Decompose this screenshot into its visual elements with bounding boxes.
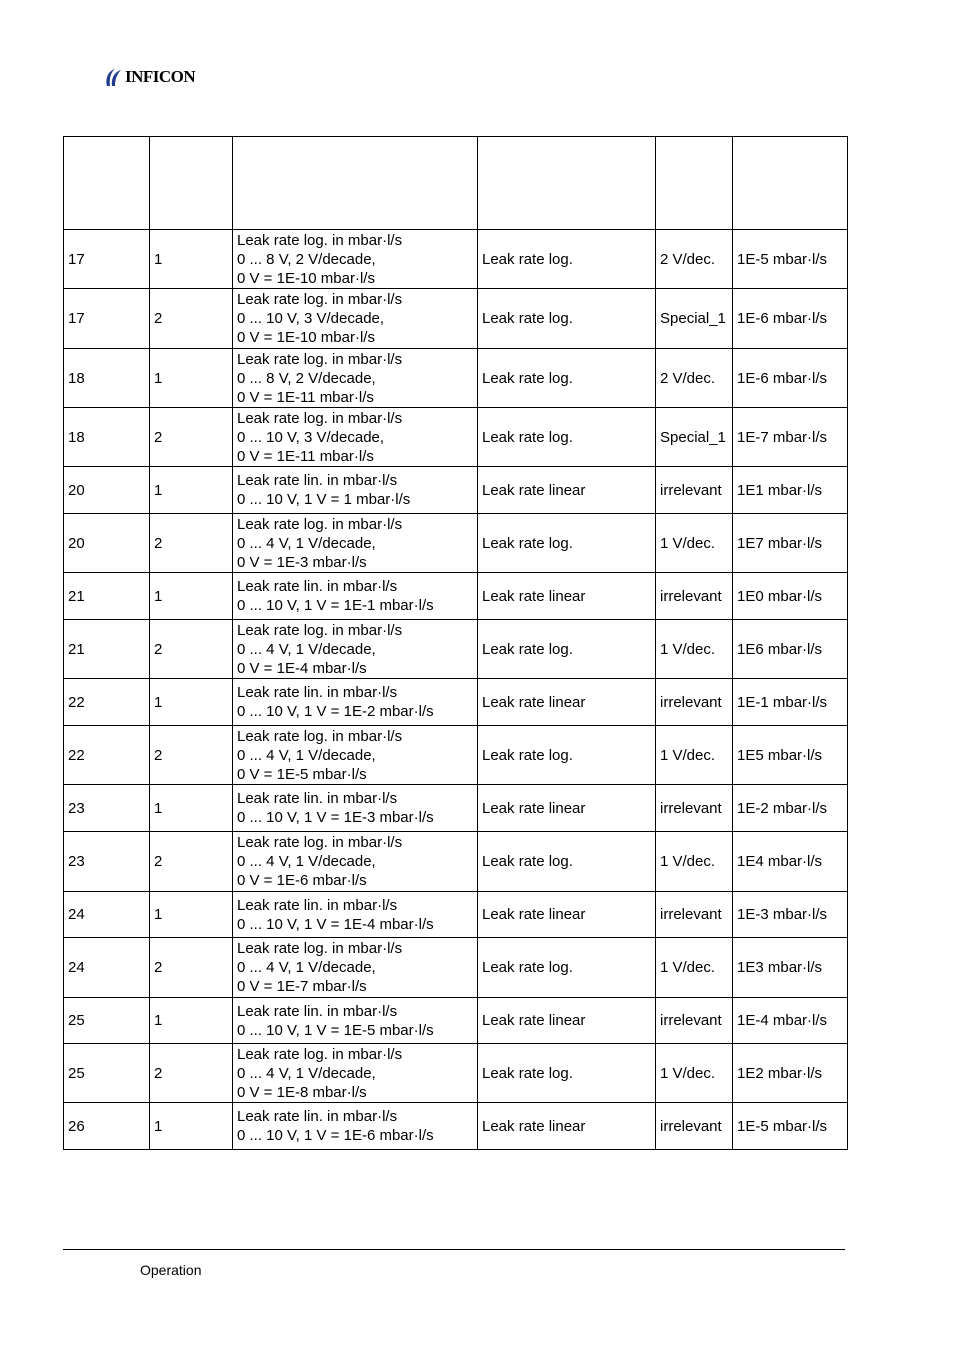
table-row [64, 467, 848, 514]
scale-cell: irrelevant [656, 892, 733, 938]
scale-cell: Special_1 [656, 408, 733, 467]
scale-cell: irrelevant [656, 785, 733, 832]
description-line: 0 V = 1E-3 mbar·l/s [237, 553, 367, 571]
description-line: Leak rate lin. in mbar·l/s [237, 684, 398, 701]
upper-limit-cell: 1E7 mbar·l/s [733, 514, 848, 573]
description-line: 0 V = 1E-8 mbar·l/s [237, 1083, 367, 1101]
upper-limit-cell: 1E-7 mbar·l/s [733, 408, 848, 467]
description-line: 0 ... 4 V, 1 V/decade, [237, 640, 376, 658]
header-cell [233, 137, 478, 230]
description-line: 0 V = 1E-10 mbar·l/s [237, 269, 375, 287]
mode-number-cell: 21 [64, 620, 150, 679]
table-row [64, 620, 848, 679]
description-line: 0 ... 10 V, 3 V/decade, [237, 310, 385, 327]
table-row [64, 679, 848, 726]
description-line: 0 V = 1E-6 mbar·l/s [237, 872, 367, 889]
description-cell [233, 938, 478, 998]
scale-cell: 1 V/dec. [656, 514, 733, 573]
description-cell [233, 726, 478, 785]
description-line: 0 ... 4 V, 1 V/decade, [237, 1064, 376, 1082]
scale-cell: irrelevant [656, 573, 733, 620]
mode-number-cell: 23 [64, 832, 150, 892]
output-type-cell: Leak rate log. [478, 726, 656, 785]
description-line: Leak rate log. in mbar·l/s [237, 940, 403, 957]
header-cell [656, 137, 733, 230]
table-row [64, 514, 848, 573]
description-line: Leak rate lin. in mbar·l/s [237, 790, 398, 807]
description-line: Leak rate log. in mbar·l/s [237, 231, 403, 249]
description-line: 0 ... 4 V, 1 V/decade, [237, 959, 376, 976]
header-cell [64, 137, 150, 230]
description-line: 0 V = 1E-11 mbar·l/s [237, 388, 374, 406]
output-number-cell: 1 [150, 349, 233, 408]
description-cell [233, 832, 478, 892]
description-line: 0 ... 10 V, 1 V = 1E-4 mbar·l/s [237, 915, 434, 933]
mode-number-cell: 18 [64, 349, 150, 408]
description-line: Leak rate lin. in mbar·l/s [237, 896, 398, 914]
description-cell [233, 892, 478, 938]
scale-cell: 1 V/dec. [656, 832, 733, 892]
scale-cell: 1 V/dec. [656, 938, 733, 998]
description-cell [233, 1044, 478, 1103]
description-cell [233, 1103, 478, 1150]
description-cell [233, 998, 478, 1044]
description-cell [233, 514, 478, 573]
table-row [64, 349, 848, 408]
description-line: 0 V = 1E-10 mbar·l/s [237, 329, 375, 346]
description-line: 0 ... 10 V, 3 V/decade, [237, 428, 385, 446]
header-cell [150, 137, 233, 230]
output-number-cell: 2 [150, 514, 233, 573]
description-line: 0 ... 4 V, 1 V/decade, [237, 534, 376, 552]
mode-number-cell: 20 [64, 514, 150, 573]
mode-number-cell: 22 [64, 679, 150, 726]
mode-number-cell: 24 [64, 938, 150, 998]
description-cell [233, 679, 478, 726]
table-row [64, 726, 848, 785]
description-cell [233, 573, 478, 620]
output-number-cell: 2 [150, 726, 233, 785]
description-line: 0 ... 10 V, 1 V = 1E-3 mbar·l/s [237, 809, 434, 826]
table-row [64, 1103, 848, 1150]
mode-number-cell: 20 [64, 467, 150, 514]
description-line: Leak rate log. in mbar·l/s [237, 350, 403, 368]
description-line: 0 ... 8 V, 2 V/decade, [237, 369, 376, 387]
table-header-row [64, 137, 848, 230]
output-type-cell: Leak rate linear [478, 998, 656, 1044]
scale-cell: irrelevant [656, 467, 733, 514]
upper-limit-cell: 1E1 mbar·l/s [733, 467, 848, 514]
output-type-cell: Leak rate log. [478, 938, 656, 998]
output-number-cell: 2 [150, 938, 233, 998]
footer-section-label: Operation [140, 1262, 202, 1278]
description-line: 0 V = 1E-4 mbar·l/s [237, 659, 367, 677]
upper-limit-cell: 1E4 mbar·l/s [733, 832, 848, 892]
description-cell [233, 349, 478, 408]
description-line: Leak rate log. in mbar·l/s [237, 727, 403, 745]
scale-cell: 2 V/dec. [656, 230, 733, 289]
description-line: 0 ... 10 V, 1 V = 1E-2 mbar·l/s [237, 703, 434, 720]
description-cell [233, 620, 478, 679]
description-cell [233, 289, 478, 349]
table-row [64, 289, 848, 349]
description-line: Leak rate log. in mbar·l/s [237, 291, 403, 308]
upper-limit-cell: 1E3 mbar·l/s [733, 938, 848, 998]
description-line: 0 ... 4 V, 1 V/decade, [237, 853, 376, 870]
description-line: 0 V = 1E-5 mbar·l/s [237, 765, 367, 783]
footer-divider [63, 1249, 845, 1250]
upper-limit-cell: 1E-4 mbar·l/s [733, 998, 848, 1044]
table-row [64, 785, 848, 832]
scale-cell: irrelevant [656, 998, 733, 1044]
scale-cell: 1 V/dec. [656, 620, 733, 679]
description-line: 0 ... 4 V, 1 V/decade, [237, 746, 376, 764]
analog-output-table [63, 136, 848, 1150]
description-line: Leak rate lin. in mbar·l/s [237, 1002, 398, 1020]
upper-limit-cell: 1E0 mbar·l/s [733, 573, 848, 620]
mode-number-cell: 18 [64, 408, 150, 467]
output-type-cell: Leak rate log. [478, 349, 656, 408]
scale-cell: Special_1 [656, 289, 733, 349]
description-cell [233, 230, 478, 289]
table-row [64, 230, 848, 289]
output-number-cell: 1 [150, 785, 233, 832]
scale-cell: irrelevant [656, 679, 733, 726]
description-line: Leak rate lin. in mbar·l/s [237, 1108, 398, 1125]
table-row [64, 938, 848, 998]
inficon-logo-icon [104, 66, 124, 88]
output-number-cell: 1 [150, 679, 233, 726]
output-type-cell: Leak rate linear [478, 1103, 656, 1150]
description-line: Leak rate log. in mbar·l/s [237, 409, 403, 427]
description-line: Leak rate lin. in mbar·l/s [237, 578, 398, 595]
description-line: 0 V = 1E-11 mbar·l/s [237, 447, 374, 465]
output-number-cell: 1 [150, 892, 233, 938]
upper-limit-cell: 1E-1 mbar·l/s [733, 679, 848, 726]
table-row [64, 832, 848, 892]
description-cell [233, 785, 478, 832]
mode-number-cell: 22 [64, 726, 150, 785]
mode-number-cell: 26 [64, 1103, 150, 1150]
output-type-cell: Leak rate log. [478, 230, 656, 289]
header-cell [478, 137, 656, 230]
logo-wordmark: INFICON [125, 67, 196, 86]
table-row [64, 998, 848, 1044]
description-line: 0 ... 10 V, 1 V = 1E-1 mbar·l/s [237, 597, 434, 614]
description-line: 0 ... 10 V, 1 V = 1E-5 mbar·l/s [237, 1021, 434, 1039]
description-line: Leak rate log. in mbar·l/s [237, 621, 403, 639]
upper-limit-cell: 1E-6 mbar·l/s [733, 289, 848, 349]
output-number-cell: 1 [150, 467, 233, 514]
description-cell [233, 408, 478, 467]
scale-cell: 2 V/dec. [656, 349, 733, 408]
output-type-cell: Leak rate log. [478, 620, 656, 679]
table-row [64, 1044, 848, 1103]
description-line: Leak rate log. in mbar·l/s [237, 834, 403, 851]
scale-cell: 1 V/dec. [656, 726, 733, 785]
output-type-cell: Leak rate log. [478, 832, 656, 892]
mode-number-cell: 17 [64, 289, 150, 349]
inficon-logo [104, 66, 195, 88]
upper-limit-cell: 1E-5 mbar·l/s [733, 230, 848, 289]
output-type-cell: Leak rate linear [478, 785, 656, 832]
output-number-cell: 1 [150, 998, 233, 1044]
description-line: 0 ... 8 V, 2 V/decade, [237, 250, 376, 268]
output-number-cell: 1 [150, 573, 233, 620]
description-cell [233, 467, 478, 514]
output-type-cell: Leak rate linear [478, 467, 656, 514]
output-number-cell: 2 [150, 408, 233, 467]
output-number-cell: 2 [150, 1044, 233, 1103]
upper-limit-cell: 1E-6 mbar·l/s [733, 349, 848, 408]
output-number-cell: 1 [150, 230, 233, 289]
upper-limit-cell: 1E6 mbar·l/s [733, 620, 848, 679]
upper-limit-cell: 1E-2 mbar·l/s [733, 785, 848, 832]
mode-number-cell: 25 [64, 998, 150, 1044]
scale-cell: irrelevant [656, 1103, 733, 1150]
mode-number-cell: 21 [64, 573, 150, 620]
description-line: 0 ... 10 V, 1 V = 1 mbar·l/s [237, 491, 411, 508]
description-line: Leak rate lin. in mbar·l/s [237, 472, 398, 489]
table-row [64, 408, 848, 467]
mode-number-cell: 23 [64, 785, 150, 832]
output-number-cell: 2 [150, 289, 233, 349]
upper-limit-cell: 1E2 mbar·l/s [733, 1044, 848, 1103]
description-line: 0 ... 10 V, 1 V = 1E-6 mbar·l/s [237, 1127, 434, 1144]
mode-number-cell: 25 [64, 1044, 150, 1103]
description-line: Leak rate log. in mbar·l/s [237, 515, 403, 533]
header-cell [733, 137, 848, 230]
mode-number-cell: 24 [64, 892, 150, 938]
upper-limit-cell: 1E5 mbar·l/s [733, 726, 848, 785]
output-number-cell: 1 [150, 1103, 233, 1150]
mode-number-cell: 17 [64, 230, 150, 289]
upper-limit-cell: 1E-5 mbar·l/s [733, 1103, 848, 1150]
output-type-cell: Leak rate log. [478, 289, 656, 349]
description-line: Leak rate log. in mbar·l/s [237, 1045, 403, 1063]
output-type-cell: Leak rate linear [478, 573, 656, 620]
description-line: 0 V = 1E-7 mbar·l/s [237, 978, 367, 995]
output-type-cell: Leak rate log. [478, 1044, 656, 1103]
scale-cell: 1 V/dec. [656, 1044, 733, 1103]
table-row [64, 573, 848, 620]
table-row [64, 892, 848, 938]
output-type-cell: Leak rate log. [478, 514, 656, 573]
output-number-cell: 2 [150, 832, 233, 892]
upper-limit-cell: 1E-3 mbar·l/s [733, 892, 848, 938]
output-type-cell: Leak rate linear [478, 679, 656, 726]
output-type-cell: Leak rate log. [478, 408, 656, 467]
output-type-cell: Leak rate linear [478, 892, 656, 938]
output-number-cell: 2 [150, 620, 233, 679]
